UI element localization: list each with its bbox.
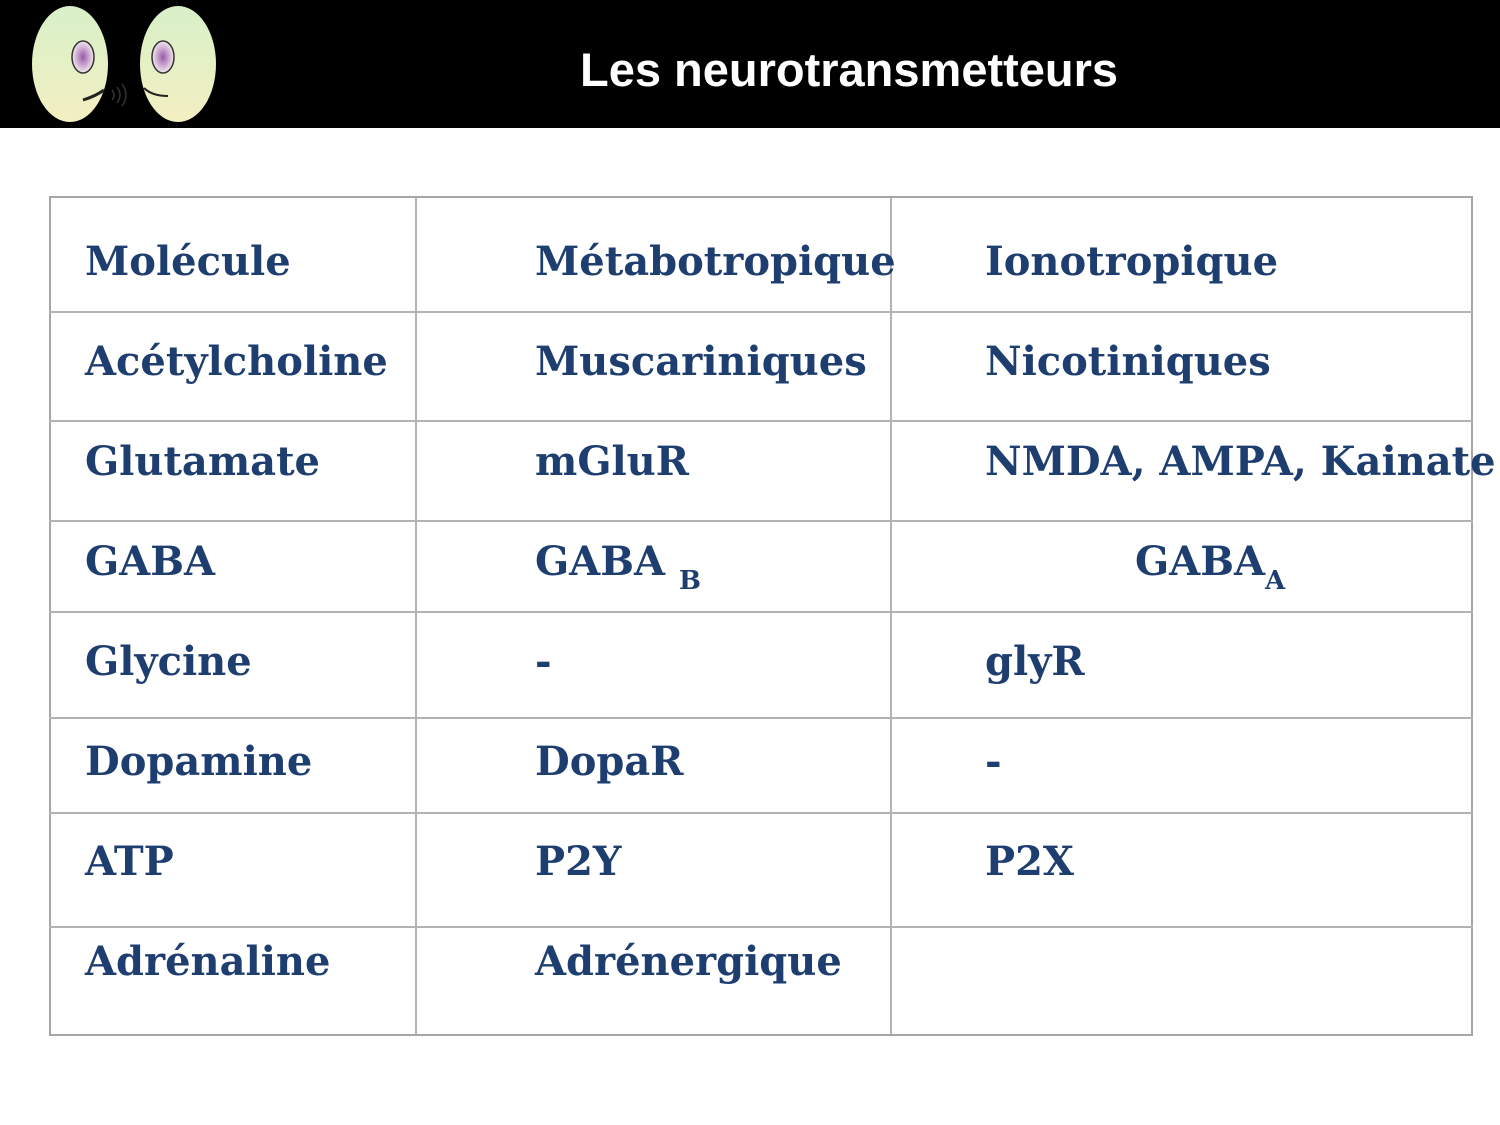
- cell-metabotropic: P2Y: [535, 838, 622, 885]
- cell-molecule: Glutamate: [85, 438, 320, 485]
- neurotransmitter-table: [49, 196, 1496, 1036]
- column-divider: [415, 198, 417, 1034]
- row-divider: [49, 311, 1473, 313]
- cell-molecule: Acétylcholine: [85, 338, 388, 385]
- column-divider: [890, 198, 892, 1034]
- receptor-subscript: A: [1265, 566, 1286, 596]
- row-divider: [49, 420, 1473, 422]
- receptor-name: GABA: [1135, 538, 1266, 585]
- header-molecule: Molécule: [85, 238, 291, 285]
- cell-metabotropic: -: [535, 638, 552, 685]
- cell-ionotropic: Nicotiniques: [985, 338, 1271, 385]
- cell-molecule: Glycine: [85, 638, 252, 685]
- header-metabotropic: Métabotropique: [535, 238, 896, 285]
- cell-molecule: ATP: [85, 838, 174, 885]
- row-divider: [49, 926, 1473, 928]
- cell-ionotropic: [1135, 538, 1286, 596]
- cell-ionotropic: glyR: [985, 638, 1085, 685]
- header-ionotropic: Ionotropique: [985, 238, 1279, 285]
- receptor-subscript: B: [678, 566, 701, 596]
- cell-ionotropic: NMDA, AMPA, Kainate: [985, 438, 1496, 485]
- cell-ionotropic: -: [985, 738, 1002, 785]
- cell-metabotropic: [535, 538, 701, 596]
- row-divider: [49, 812, 1473, 814]
- slide-title: Les neurotransmetteurs: [580, 43, 1119, 96]
- cell-molecule: Dopamine: [85, 738, 313, 785]
- receptor-name: GABA: [535, 538, 666, 585]
- slide-header: [0, 0, 1500, 128]
- cell-metabotropic: DopaR: [535, 738, 684, 785]
- row-divider: [49, 520, 1473, 522]
- row-divider: [49, 611, 1473, 613]
- cell-metabotropic: Muscariniques: [535, 338, 867, 385]
- cell-ionotropic: P2X: [985, 838, 1074, 885]
- two-egg-faces-talking-icon: [28, 2, 223, 126]
- cell-metabotropic: mGluR: [535, 438, 690, 485]
- cell-molecule: Adrénaline: [85, 938, 331, 985]
- cell-metabotropic: Adrénergique: [535, 938, 842, 985]
- row-divider: [49, 717, 1473, 719]
- cell-molecule: GABA: [85, 538, 216, 585]
